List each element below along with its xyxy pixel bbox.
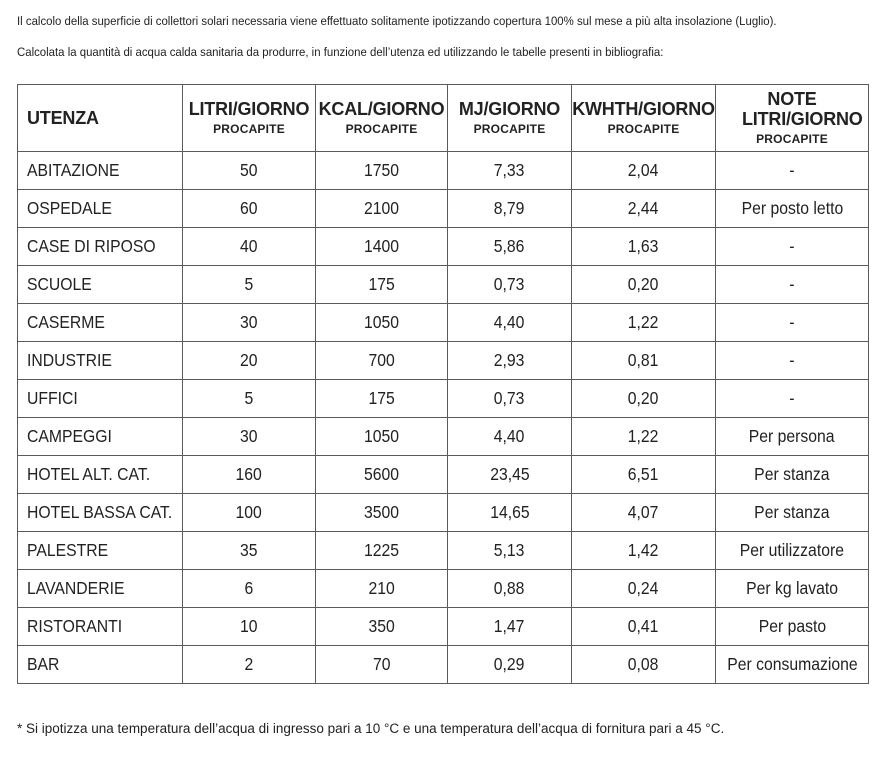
cell-kwhth: 0,20 xyxy=(572,380,716,418)
cell-note: Per persona xyxy=(716,418,869,456)
cell-kwhth: 1,22 xyxy=(572,418,716,456)
cell-utenza: CASE DI RIPOSO xyxy=(18,228,183,266)
table-row xyxy=(18,266,869,304)
table-row xyxy=(18,646,869,684)
cell-utenza: CASERME xyxy=(18,304,183,342)
hot-water-demand-table xyxy=(17,84,869,684)
cell-utenza: SCUOLE xyxy=(18,266,183,304)
cell-note: Per consumazione xyxy=(716,646,869,684)
cell-litri: 50 xyxy=(183,152,316,190)
cell-note: Per pasto xyxy=(716,608,869,646)
cell-note: - xyxy=(716,304,869,342)
cell-note: - xyxy=(716,152,869,190)
cell-utenza: LAVANDERIE xyxy=(18,570,183,608)
cell-mj: 2,93 xyxy=(448,342,572,380)
cell-kcal: 175 xyxy=(316,266,448,304)
cell-mj: 7,33 xyxy=(448,152,572,190)
cell-utenza: CAMPEGGI xyxy=(18,418,183,456)
cell-kwhth: 6,51 xyxy=(572,456,716,494)
cell-note: Per stanza xyxy=(716,456,869,494)
header-kwhth-giorno: KWHTH/GIORNO PROCAPITE xyxy=(572,85,716,152)
table-row xyxy=(18,494,869,532)
cell-note: - xyxy=(716,266,869,304)
cell-litri: 35 xyxy=(183,532,316,570)
cell-litri: 5 xyxy=(183,266,316,304)
table-row xyxy=(18,342,869,380)
header-mj-giorno: MJ/GIORNO PROCAPITE xyxy=(448,85,572,152)
cell-utenza: INDUSTRIE xyxy=(18,342,183,380)
table-row xyxy=(18,190,869,228)
header-litri-giorno: LITRI/GIORNO PROCAPITE xyxy=(183,85,316,152)
cell-kcal: 210 xyxy=(316,570,448,608)
cell-mj: 1,47 xyxy=(448,608,572,646)
cell-utenza: OSPEDALE xyxy=(18,190,183,228)
cell-mj: 0,73 xyxy=(448,266,572,304)
cell-litri: 10 xyxy=(183,608,316,646)
intro-line-2: Calcolata la quantità di acqua calda sanitaria da produrre, in funzione dell’utenza ed utilizzando le tabelle presenti in bibliografia: xyxy=(17,45,664,59)
cell-litri: 40 xyxy=(183,228,316,266)
cell-litri: 160 xyxy=(183,456,316,494)
table-row xyxy=(18,152,869,190)
cell-note: - xyxy=(716,380,869,418)
header-kcal-giorno: KCAL/GIORNO PROCAPITE xyxy=(316,85,448,152)
cell-mj: 8,79 xyxy=(448,190,572,228)
table-row xyxy=(18,418,869,456)
cell-kcal: 1050 xyxy=(316,304,448,342)
cell-note: Per utilizzatore xyxy=(716,532,869,570)
cell-kwhth: 2,44 xyxy=(572,190,716,228)
cell-kwhth: 4,07 xyxy=(572,494,716,532)
cell-litri: 100 xyxy=(183,494,316,532)
cell-litri: 30 xyxy=(183,304,316,342)
cell-utenza: PALESTRE xyxy=(18,532,183,570)
cell-utenza: BAR xyxy=(18,646,183,684)
cell-kcal: 1750 xyxy=(316,152,448,190)
cell-kcal: 2100 xyxy=(316,190,448,228)
cell-mj: 0,29 xyxy=(448,646,572,684)
cell-note: - xyxy=(716,342,869,380)
cell-mj: 23,45 xyxy=(448,456,572,494)
cell-utenza: ABITAZIONE xyxy=(18,152,183,190)
table-row xyxy=(18,304,869,342)
cell-litri: 6 xyxy=(183,570,316,608)
cell-litri: 5 xyxy=(183,380,316,418)
header-utenza: UTENZA xyxy=(18,85,183,152)
table-row xyxy=(18,532,869,570)
cell-kcal: 1050 xyxy=(316,418,448,456)
cell-note: Per stanza xyxy=(716,494,869,532)
cell-kcal: 5600 xyxy=(316,456,448,494)
cell-kwhth: 1,42 xyxy=(572,532,716,570)
cell-mj: 4,40 xyxy=(448,418,572,456)
cell-kwhth: 0,08 xyxy=(572,646,716,684)
cell-litri: 30 xyxy=(183,418,316,456)
table-row xyxy=(18,228,869,266)
table-row xyxy=(18,456,869,494)
cell-utenza: RISTORANTI xyxy=(18,608,183,646)
cell-kwhth: 0,20 xyxy=(572,266,716,304)
cell-kwhth: 0,81 xyxy=(572,342,716,380)
cell-kcal: 350 xyxy=(316,608,448,646)
cell-kwhth: 2,04 xyxy=(572,152,716,190)
footnote: * Si ipotizza una temperatura dell’acqua di ingresso pari a 10 °C e una temperatura dell’acqua di fornitura pari a 45 °C. xyxy=(17,721,725,736)
cell-mj: 14,65 xyxy=(448,494,572,532)
table-row xyxy=(18,570,869,608)
cell-kwhth: 1,63 xyxy=(572,228,716,266)
cell-kcal: 1225 xyxy=(316,532,448,570)
cell-kwhth: 0,41 xyxy=(572,608,716,646)
table-header-row xyxy=(18,85,869,152)
cell-mj: 5,86 xyxy=(448,228,572,266)
cell-kcal: 700 xyxy=(316,342,448,380)
cell-note: Per posto letto xyxy=(716,190,869,228)
cell-utenza: HOTEL BASSA CAT. xyxy=(18,494,183,532)
cell-kwhth: 1,22 xyxy=(572,304,716,342)
cell-kcal: 1400 xyxy=(316,228,448,266)
cell-mj: 0,88 xyxy=(448,570,572,608)
cell-utenza: UFFICI xyxy=(18,380,183,418)
cell-note: - xyxy=(716,228,869,266)
cell-mj: 4,40 xyxy=(448,304,572,342)
cell-utenza: HOTEL ALT. CAT. xyxy=(18,456,183,494)
cell-litri: 60 xyxy=(183,190,316,228)
cell-kcal: 3500 xyxy=(316,494,448,532)
cell-litri: 2 xyxy=(183,646,316,684)
cell-litri: 20 xyxy=(183,342,316,380)
header-note: NOTE LITRI/GIORNO PROCAPITE xyxy=(716,85,869,152)
cell-note: Per kg lavato xyxy=(716,570,869,608)
cell-kwhth: 0,24 xyxy=(572,570,716,608)
cell-mj: 0,73 xyxy=(448,380,572,418)
cell-mj: 5,13 xyxy=(448,532,572,570)
table-row xyxy=(18,608,869,646)
cell-kcal: 175 xyxy=(316,380,448,418)
cell-kcal: 70 xyxy=(316,646,448,684)
intro-line-1: Il calcolo della superficie di collettori solari necessaria viene effettuato solitamente ipotizzando copertura 100% sul mese a più alta insolazione (Luglio). xyxy=(17,14,777,28)
table-row xyxy=(18,380,869,418)
